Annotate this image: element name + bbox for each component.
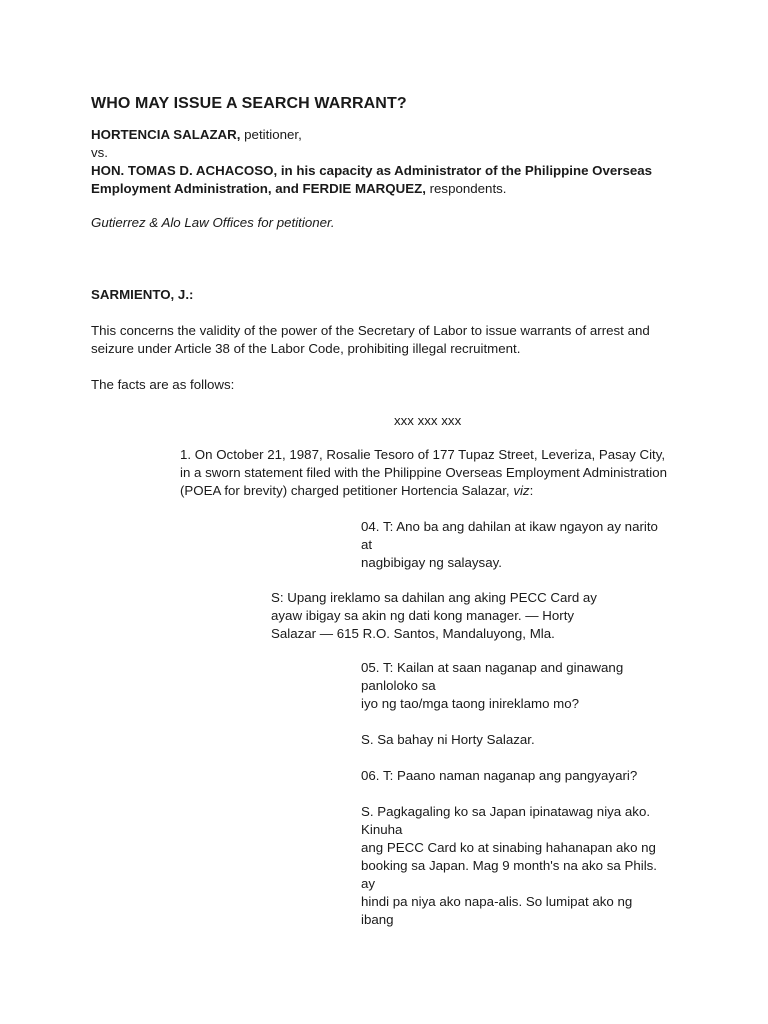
answer-05: S. Sa bahay ni Horty Salazar. [361,732,535,747]
petitioner-role: petitioner, [240,127,302,142]
paragraph-1-colon: : [529,483,534,498]
versus-label: vs. [91,145,108,160]
petitioner-name: HORTENCIA SALAZAR, [91,127,241,142]
answer-06: S. Pagkagaling ko sa Japan ipinatawag niya ako. Kinuha ang PECC Card ko at sinabing hahanapan ako ng booking sa Japan. Mag 9 month's na ako sa Phils. ay hindi pa niya ako napa-alis. So lumipat ako ng ibang [361,804,657,927]
facts-lead: The facts are as follows: [91,377,235,392]
question-04: 04. T: Ano ba ang dahilan at ikaw ngayon ay narito at nagbibigay ng salaysay. [361,519,658,570]
paragraph-1-text: 1. On October 21, 1987, Rosalie Tesoro of 177 Tupaz Street, Leveriza, Pasay City, in a sworn statement filed with the Philippine Overseas Employment Administration (POEA for brevity) charged petitioner Hortencia Salazar, [180,447,668,498]
question-06: 06. T: Paano naman naganap ang pangyayari? [361,768,638,783]
ellipsis-marker: xxx xxx xxx [394,413,462,428]
respondents-names: HON. TOMAS D. ACHACOSO, in his capacity as Administrator of the Philippine Overseas Employment Administration, and FERDIE MARQUEZ, [91,163,653,196]
counsel-line: Gutierrez & Alo Law Offices for petitioner. [91,215,335,230]
respondents-role: respondents. [425,181,507,196]
answer-04: S: Upang ireklamo sa dahilan ang aking PECC Card ay ayaw ibigay sa akin ng dati kong manager. — Horty Salazar — 615 R.O. Santos, Mandaluyong, Mla. [271,590,597,641]
document-title: WHO MAY ISSUE A SEARCH WARRANT? [91,95,407,112]
case-caption [91,126,691,198]
paragraph-1 [180,446,670,500]
ponente: SARMIENTO, J.: [91,287,194,302]
intro-paragraph: This concerns the validity of the power of the Secretary of Labor to issue warrants of arrest and seizure under Article 38 of the Labor Code, prohibiting illegal recruitment. [91,323,650,356]
question-05: 05. T: Kailan at saan naganap and ginawang panloloko sa iyo ng tao/mga taong inireklamo mo? [361,660,624,711]
paragraph-1-viz: viz [513,483,530,498]
